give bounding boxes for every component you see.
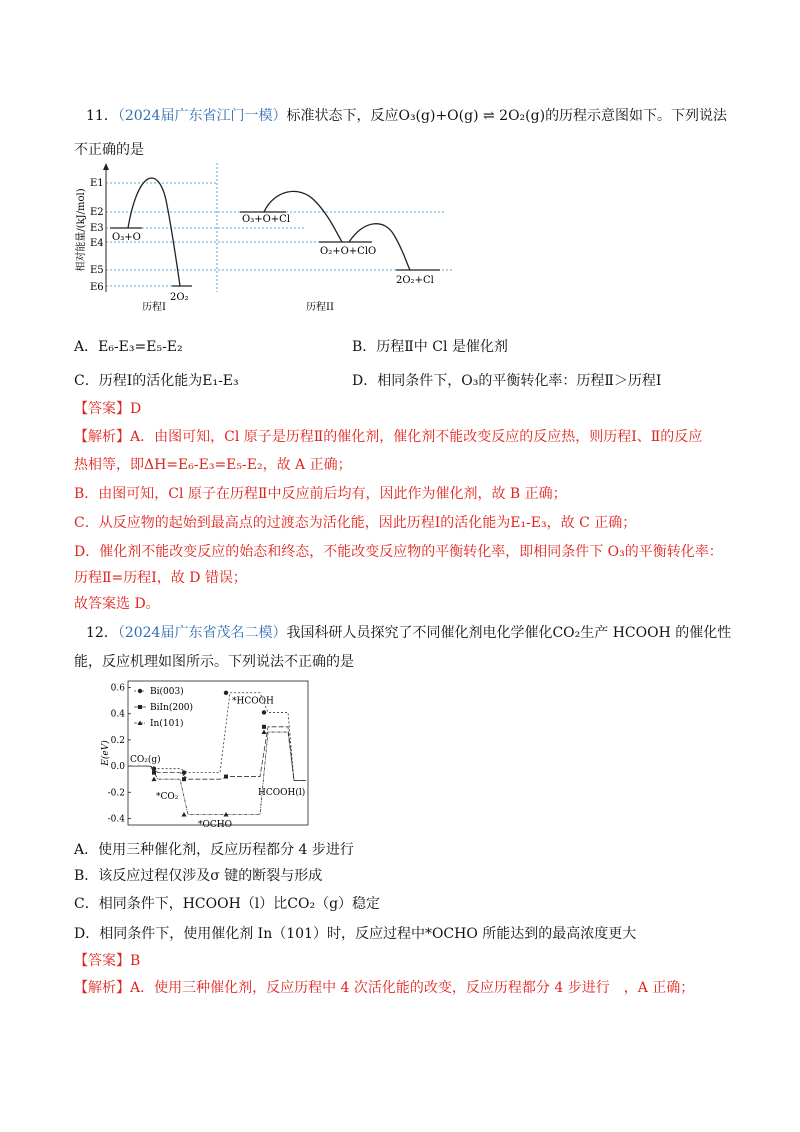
q11-label-o3-o: O₃+O bbox=[112, 232, 141, 243]
q11-level-e4: E4 bbox=[90, 238, 104, 249]
q11-level-e6: E6 bbox=[90, 282, 104, 293]
y-tick-label-1: 0.4 bbox=[110, 709, 125, 720]
q11-stem-equation: O₃(g)+O(g) ⇌ 2O₂(g) bbox=[398, 108, 546, 124]
q11-analysis-line5: D．催化剂不能改变反应的始态和终态，不能改变反应物的平衡转化率，即相同条件下 O₃的平衡转化率： bbox=[74, 544, 723, 560]
legend-marker-1 bbox=[138, 705, 142, 709]
q11-answer bbox=[74, 399, 141, 419]
annotation-0: CO₂(g) bbox=[130, 755, 161, 766]
q12-option-b: B．该反应过程仅涉及σ 键的断裂与形成 bbox=[74, 868, 323, 884]
q11-analysis-line3: B．由图可知，Cl 原子在历程Ⅱ中反应前后均有，因此作为催化剂，故 B 正确； bbox=[74, 486, 567, 502]
point-s2-4 bbox=[262, 730, 267, 735]
q11-analysis-line4: C．从反应物的起始到最高点的过渡态为活化能，因此历程Ⅰ的活化能为E₁-E₃，故 C 正确； bbox=[74, 515, 637, 531]
q11-ylabel: 相对能量/(kJ/mol) bbox=[76, 188, 87, 272]
q12-stem-line1 bbox=[86, 623, 731, 643]
y-tick-label-2: 0.2 bbox=[110, 735, 125, 746]
q11-stem-a: 标准状态下，反应 bbox=[286, 108, 399, 124]
q11-answer-value: D bbox=[130, 401, 142, 417]
point-s1-3 bbox=[224, 775, 228, 779]
legend-label-2: In(101) bbox=[150, 719, 184, 729]
legend-label-0: Bi(003) bbox=[150, 687, 184, 697]
q12-answer-value: B bbox=[130, 953, 141, 969]
annotation-4: HCOOH(l) bbox=[258, 787, 306, 798]
point-s2-2 bbox=[182, 812, 187, 817]
q11-level-e1: E1 bbox=[90, 178, 104, 189]
q12-number: 12． bbox=[86, 625, 118, 641]
q12-stem-line2: 能，反应机理如图所示。下列说法不正确的是 bbox=[74, 654, 354, 670]
q11-level-e3: E3 bbox=[90, 223, 104, 234]
q11-label-2o2-cl: 2O₂+Cl bbox=[396, 275, 434, 286]
q11-stem-line1 bbox=[86, 106, 727, 126]
q12-option-a: A．使用三种催化剂，反应历程都分 4 步进行 bbox=[74, 842, 354, 858]
q12-answer bbox=[74, 951, 140, 971]
q11-stem-b: 的历程示意图如下。下列说法 bbox=[545, 108, 728, 124]
q11-answer-tag: 【答案】 bbox=[74, 401, 130, 417]
y-tick-label-0: 0.6 bbox=[110, 683, 125, 694]
q11-analysis-text1: A．由图可知，Cl 原子是历程Ⅱ的催化剂，催化剂不能改变反应的反应热，则历程Ⅰ、Ⅱ的反应 bbox=[130, 429, 703, 445]
q11-analysis-line6: 历程Ⅱ=历程Ⅰ，故 D 错误； bbox=[74, 570, 247, 586]
q11-analysis-line2: 热相等，即ΔH=E₆-E₃=E₅-E₂，故 A 正确； bbox=[74, 457, 352, 473]
q11-analysis-line1 bbox=[74, 427, 702, 447]
q11-number: 11． bbox=[86, 108, 118, 124]
point-s0-4 bbox=[262, 710, 266, 714]
q12-option-d: D．相同条件下，使用催化剂 In（101）时，反应过程中*OCHO 所能达到的最高浓度更大 bbox=[74, 926, 637, 942]
y-axis-label: E(eV) bbox=[101, 740, 111, 766]
q11-option-c: C．历程Ⅰ的活化能为E₁-E₃ bbox=[74, 373, 239, 389]
q11-stem-line2: 不正确的是 bbox=[74, 142, 144, 158]
q12-source: （2024届广东省茂名二模） bbox=[117, 625, 287, 641]
q11-option-d: D．相同条件下，O₃的平衡转化率：历程Ⅱ＞历程Ⅰ bbox=[352, 373, 662, 389]
annotation-2: *OCHO bbox=[198, 820, 232, 830]
point-s1-2 bbox=[182, 777, 186, 781]
y-tick-label-3: 0.0 bbox=[110, 762, 125, 773]
point-s0-2 bbox=[182, 770, 186, 774]
q11-option-b: B．历程Ⅱ中 Cl 是催化剂 bbox=[352, 339, 508, 355]
annotation-1: *CO₂ bbox=[156, 791, 179, 802]
q11-level-e2: E2 bbox=[90, 207, 104, 218]
q11-level-e5: E5 bbox=[90, 265, 104, 276]
annotation-3: *HCOOH bbox=[232, 696, 274, 707]
q11-label-o3-o-cl: O₃+O+Cl bbox=[242, 214, 291, 225]
q12-stem-a: 我国科研人员探究了不同催化剂电化学催化CO₂生产 HCOOH 的催化性 bbox=[286, 625, 732, 641]
q11-option-a: A．E₆-E₃=E₅-E₂ bbox=[74, 339, 183, 355]
q12-answer-tag: 【答案】 bbox=[74, 953, 130, 969]
point-s1-1 bbox=[152, 771, 156, 775]
point-s1-4 bbox=[262, 725, 266, 729]
point-s0-3 bbox=[224, 691, 228, 695]
series-line-2 bbox=[130, 732, 306, 814]
q11-label-2o2: 2O₂ bbox=[170, 292, 189, 303]
legend-marker-0 bbox=[138, 689, 142, 693]
q12-energy-chart bbox=[100, 675, 315, 835]
q11-caption-process1: 历程I bbox=[142, 302, 166, 313]
y-tick-label-4: -0.2 bbox=[107, 788, 125, 799]
y-tick-label-5: -0.4 bbox=[107, 814, 125, 825]
legend-label-1: BiIn(200) bbox=[150, 703, 194, 713]
point-s2-1 bbox=[152, 777, 157, 782]
q12-option-c: C．相同条件下，HCOOH（l）比CO₂（g）稳定 bbox=[74, 896, 381, 912]
q12-analysis-line1 bbox=[74, 978, 694, 998]
q11-source: （2024届广东省江门一模） bbox=[117, 108, 287, 124]
q11-label-o2-o-clo: O₂+O+ClO bbox=[320, 246, 377, 257]
q12-analysis-tag: 【解析】 bbox=[74, 980, 130, 996]
q11-analysis-tag: 【解析】 bbox=[74, 429, 130, 445]
q12-analysis-text1: A．使用三种催化剂，反应历程中 4 次活化能的改变，反应历程都分 4 步进行 ，A 正确； bbox=[130, 980, 695, 996]
q11-analysis-line7: 故答案选 D。 bbox=[74, 596, 160, 612]
q11-caption-process2: 历程II bbox=[306, 302, 334, 313]
q11-energy-diagram bbox=[74, 160, 464, 320]
